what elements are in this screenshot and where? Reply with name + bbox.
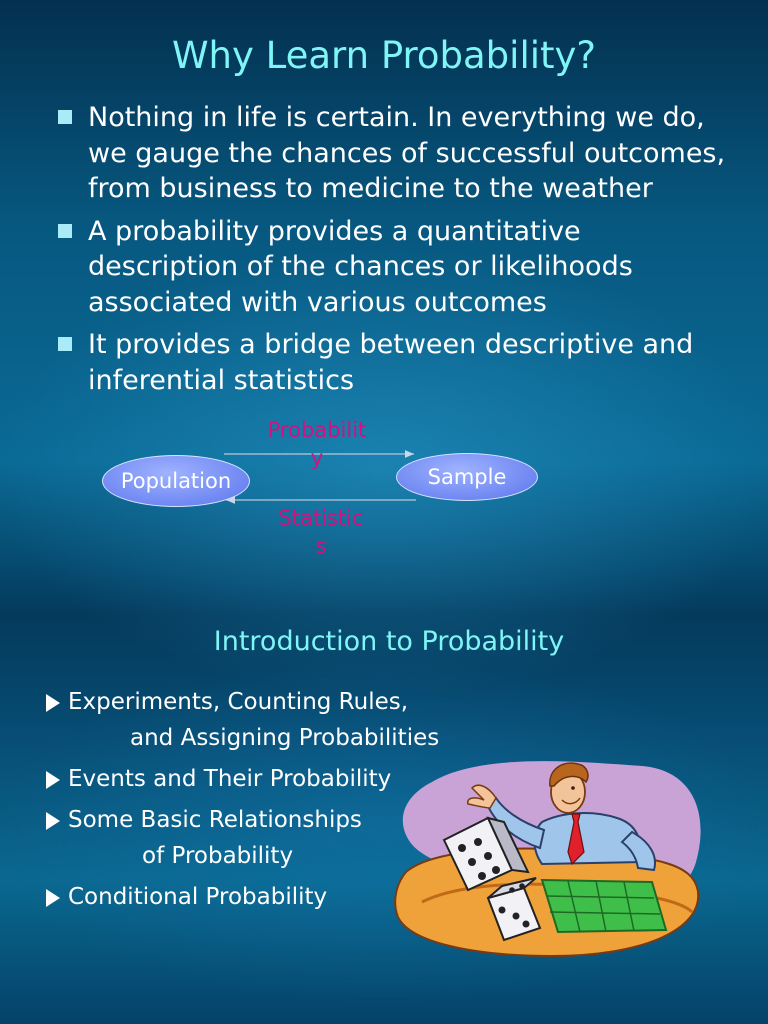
topic-line-1: Experiments, Counting Rules, xyxy=(68,689,409,715)
population-node xyxy=(102,455,250,507)
businessman-dice-clipart xyxy=(392,752,710,960)
topic-line-1: Conditional Probability xyxy=(68,884,328,910)
topic-line-1: Some Basic Relationships xyxy=(68,807,362,833)
probability-label-line-1: Probabilit xyxy=(267,418,367,442)
man-eye xyxy=(571,786,575,790)
population-label: Population xyxy=(120,469,232,493)
die-pip xyxy=(513,913,520,920)
topic-line-2: of Probability xyxy=(142,843,294,869)
die-pip xyxy=(499,907,506,914)
triangle-bullet-icon xyxy=(46,812,60,830)
die-pip xyxy=(492,866,500,874)
triangle-bullet-icon xyxy=(46,771,60,789)
die-pip xyxy=(468,858,476,866)
slide-title: Why Learn Probability? xyxy=(171,34,597,77)
triangle-bullet-icon xyxy=(46,889,60,907)
section-title: Introduction to Probability xyxy=(213,626,565,657)
probability-label-line-2: y xyxy=(310,446,324,470)
triangle-bullet-icon xyxy=(46,694,60,712)
statistics-label-line-1: Statistic xyxy=(278,506,364,530)
statistics-arrow-label xyxy=(262,504,380,560)
topic-item xyxy=(44,684,504,756)
die-pip xyxy=(509,887,515,893)
sample-label: Sample xyxy=(427,465,507,489)
die-pip xyxy=(478,872,486,880)
sample-node xyxy=(396,453,538,501)
probability-arrow-label xyxy=(258,416,376,472)
die-pip xyxy=(458,844,466,852)
die-pip xyxy=(474,838,482,846)
bullet-text: It provides a bridge between descriptive and inferential statistics xyxy=(88,329,694,396)
bullet-text: Nothing in life is certain. In everything we do, we gauge the chances of successful outcomes, from business to medicine to the weather xyxy=(88,102,726,204)
die-pip xyxy=(484,852,492,860)
die-pip xyxy=(523,921,530,928)
statistics-label-line-2: s xyxy=(315,534,327,558)
bullet-text: A probability provides a quantitative description of the chances or likelihoods associated with various outcomes xyxy=(88,215,633,318)
topic-line-1: Events and Their Probability xyxy=(68,766,392,792)
die-pip xyxy=(519,883,525,889)
topic-line-2: and Assigning Probabilities xyxy=(130,725,440,751)
